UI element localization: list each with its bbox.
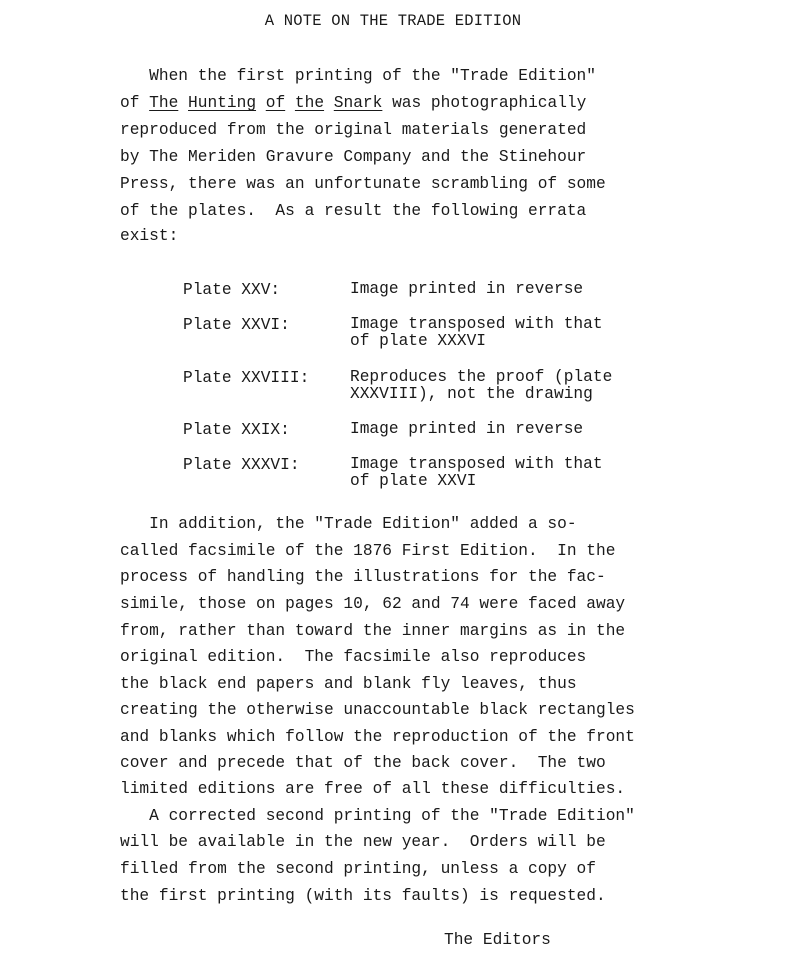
second-printing-line: will be available in the new year. Orders will be (120, 833, 606, 851)
intro-line-2 (120, 94, 586, 112)
addition-line: In addition, the "Trade Edition" added a so- (120, 515, 577, 533)
second-printing-line: filled from the second printing, unless a copy of (120, 860, 596, 878)
errata-plate: Plate XXIX: (183, 421, 290, 439)
addition-line: original edition. The facsimile also reproduces (120, 648, 587, 666)
second-printing-line: the first printing (with its faults) is requested. (120, 887, 606, 905)
page-title: A NOTE ON THE TRADE EDITION (264, 12, 522, 30)
errata-plate: Plate XXVIII: (183, 369, 310, 387)
addition-line: cover and precede that of the back cover. The two (120, 754, 606, 772)
addition-line: from, rather than toward the inner margins as in the (120, 622, 626, 640)
book-title-word-4: the (294, 94, 325, 112)
addition-line: creating the otherwise unaccountable black rectangles (120, 701, 635, 719)
errata-description: Reproduces the proof (plate XXXVIII), not the drawing (350, 368, 613, 403)
errata-plate: Plate XXXVI: (183, 456, 300, 474)
errata-description: Image printed in reverse (350, 420, 584, 438)
errata-plate: Plate XXV: (183, 281, 281, 299)
addition-line: and blanks which follow the reproduction of the front (120, 728, 635, 746)
signature: The Editors (444, 931, 551, 949)
errata-description: Image transposed with that of plate XXXVI (350, 315, 603, 350)
addition-line: process of handling the illustrations for the fac- (120, 568, 606, 586)
addition-line: simile, those on pages 10, 62 and 74 were faced away (120, 595, 626, 613)
intro-line-6: of the plates. As a result the following errata (120, 202, 587, 220)
intro-line-1: When the first printing of the "Trade Edition" (120, 67, 596, 85)
errata-description: Image printed in reverse (350, 280, 584, 298)
book-title-word-3: of (265, 94, 286, 112)
intro-line-2-suffix: was photographically (382, 94, 587, 112)
addition-line: limited editions are free of all these difficulties. (120, 780, 626, 798)
intro-line-2-prefix: of (120, 94, 150, 112)
book-title-word-1: The (149, 94, 179, 112)
errata-plate: Plate XXVI: (183, 316, 290, 334)
addition-line: called facsimile of the 1876 First Edition. In the (120, 542, 616, 560)
second-printing-line: A corrected second printing of the "Trade Edition" (120, 807, 635, 825)
addition-line: the black end papers and blank fly leaves, thus (120, 675, 577, 693)
intro-line-3: reproduced from the original materials generated (120, 121, 587, 139)
book-title-word-5: Snark (333, 94, 383, 112)
intro-line-7: exist: (120, 227, 179, 245)
intro-line-5: Press, there was an unfortunate scrambling of some (120, 175, 606, 193)
intro-line-4: by The Meriden Gravure Company and the Stinehour (120, 148, 587, 166)
book-title-word-2: Hunting (188, 94, 257, 112)
errata-description: Image transposed with that of plate XXVI (350, 455, 603, 490)
